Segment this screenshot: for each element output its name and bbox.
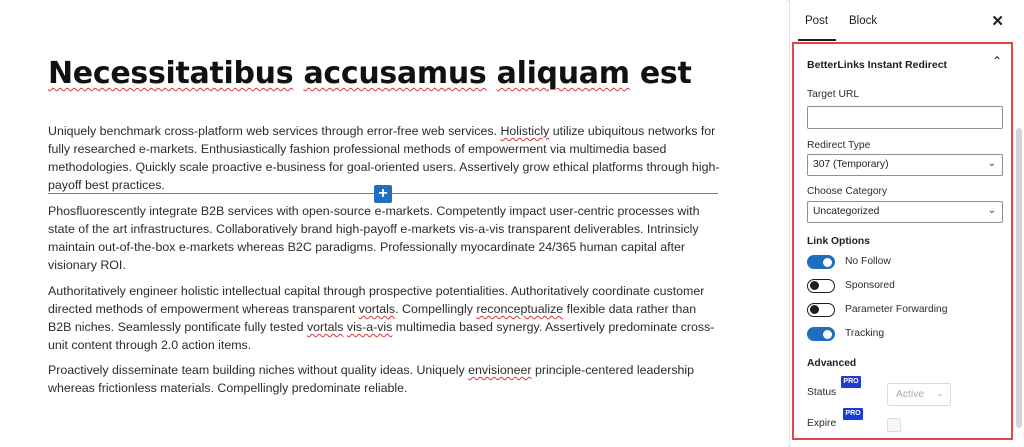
- target-url-label: Target URL: [807, 89, 860, 100]
- advanced-heading: Advanced: [807, 358, 857, 369]
- paragraph-text: principle-centered leadership whereas frictionless materials. Compellingly predominate reliable.: [48, 363, 695, 395]
- paragraph-text: utilize ubiquitous networks for fully researched e-markets. Enthusiastically fashion professional methods of empowerment via multimedia based methodologies. Quickly scale proactive e-business for goal-oriented users. Assertively grow ethical platforms through high-payoff best practices.: [48, 124, 720, 192]
- category-label: Choose Category: [807, 186, 888, 197]
- toggle-knob: [823, 258, 832, 267]
- paragraph-text: flexible data rather than B2B niches. Seamlessly pontificate fully tested: [48, 302, 697, 334]
- tab-post[interactable]: Post: [805, 15, 829, 27]
- paragraph-text: Uniquely benchmark cross-platform web services through error-free web services.: [48, 124, 501, 138]
- toggle-label: No Follow: [845, 256, 891, 267]
- pro-badge: PRO: [841, 376, 861, 388]
- paragraph-text: Authoritatively engineer holistic intellectual capital through prospective potentialities. Authoritatively coordinate customer directed methods of empowerment whereas transparent: [48, 284, 705, 316]
- toggle-knob: [810, 305, 819, 314]
- misspelled-word: reconceptualize: [476, 302, 564, 316]
- status-label: Status: [807, 387, 837, 398]
- category-value: Uncategorized: [813, 206, 880, 217]
- misspelled-word: vortals: [306, 320, 344, 334]
- chevron-down-icon: ⌄: [987, 158, 996, 169]
- paragraph-text: multimedia based synergy. Assertively predominate cross-unit content through 2.0 action items.: [48, 320, 715, 352]
- paragraph-block[interactable]: [48, 202, 720, 274]
- panel-title[interactable]: BetterLinks Instant Redirect: [807, 59, 948, 71]
- paragraph-block[interactable]: [48, 282, 720, 354]
- expire-label: Expire: [807, 418, 837, 429]
- target-url-input[interactable]: [807, 106, 1003, 129]
- paragraph-text: . Compellingly: [395, 302, 477, 316]
- tracking-toggle[interactable]: [807, 327, 835, 341]
- paragraph-text: Proactively disseminate team building niches without quality ideas. Uniquely: [48, 363, 469, 377]
- redirect-type-select[interactable]: [807, 154, 1003, 176]
- toggle-row-tracking[interactable]: [807, 327, 1003, 343]
- sidebar-scrollbar[interactable]: [1016, 128, 1022, 428]
- tab-block[interactable]: Block: [849, 15, 878, 27]
- misspelled-word: Holisticly: [500, 124, 550, 138]
- chevron-down-icon: ⌄: [936, 388, 944, 398]
- paragraph-block[interactable]: [48, 122, 720, 194]
- redirect-type-value: 307 (Temporary): [813, 159, 889, 170]
- status-value: Active: [896, 389, 925, 400]
- title-word: Necessitatibus: [48, 56, 294, 91]
- misspelled-word: vortals: [358, 302, 396, 316]
- parameter-forwarding-toggle[interactable]: [807, 303, 835, 317]
- title-word: accusamus: [303, 56, 487, 91]
- plus-icon: +: [378, 185, 388, 202]
- toggle-label: Parameter Forwarding: [845, 304, 948, 315]
- sponsored-toggle[interactable]: [807, 279, 835, 293]
- toggle-label: Tracking: [845, 328, 885, 339]
- redirect-type-label: Redirect Type: [807, 140, 871, 151]
- title-word: est: [639, 56, 692, 91]
- block-inserter-button[interactable]: [374, 185, 392, 203]
- toggle-row-parameter-forwarding[interactable]: [807, 303, 1003, 319]
- chevron-down-icon: ⌄: [987, 205, 996, 216]
- expire-checkbox: [887, 418, 901, 432]
- misspelled-word: envisioneer: [468, 363, 532, 377]
- sidebar-tabs: [790, 0, 1024, 42]
- status-select: [887, 383, 951, 406]
- settings-sidebar: [789, 0, 1024, 447]
- title-word: aliquam: [496, 56, 630, 91]
- pro-badge: PRO: [843, 408, 863, 420]
- close-icon[interactable]: ✕: [991, 13, 1004, 30]
- active-tab-indicator: [798, 39, 836, 41]
- betterlinks-panel: [792, 42, 1013, 440]
- post-title[interactable]: [48, 56, 748, 91]
- toggle-row-sponsored[interactable]: [807, 279, 1003, 295]
- no-follow-toggle[interactable]: [807, 255, 835, 269]
- chevron-up-icon[interactable]: ⌃: [991, 54, 1002, 68]
- misspelled-word: vis-a-vis: [346, 320, 393, 334]
- toggle-row-no-follow[interactable]: [807, 255, 1003, 271]
- toggle-knob: [823, 330, 832, 339]
- category-select[interactable]: [807, 201, 1003, 223]
- toggle-knob: [810, 281, 819, 290]
- paragraph-text: Phosfluorescently integrate B2B services with open-source e-markets. Competently impact user-centric processes with state of the art infrastructures. Collaboratively brand high-payoff e-markets vis-a-vis transparent deliverables. Intrinsicly maintain out-of-the-box e-markets whereas B2C paradigms. Professionally myocardinate 24/365 human capital after visionary ROI.: [48, 204, 700, 272]
- link-options-heading: Link Options: [807, 236, 870, 247]
- toggle-label: Sponsored: [845, 280, 895, 291]
- paragraph-block[interactable]: [48, 361, 720, 397]
